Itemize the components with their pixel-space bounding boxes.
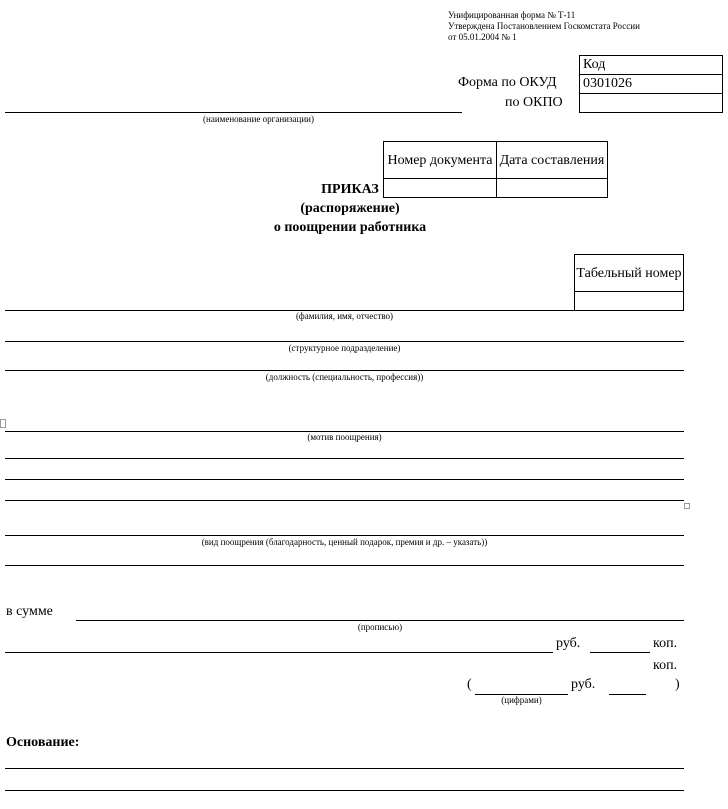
sum-words-line-2[interactable] — [5, 652, 553, 653]
selection-handle-right — [684, 503, 690, 509]
document-title — [230, 180, 470, 237]
okpo-code[interactable] — [580, 94, 723, 113]
org-line[interactable] — [5, 112, 462, 113]
selection-handle-left — [0, 419, 6, 428]
kop-words-line[interactable] — [590, 652, 650, 653]
okud-label: Форма по ОКУД — [458, 75, 557, 90]
type-line[interactable] — [5, 535, 684, 536]
open-paren: ( — [467, 677, 472, 692]
kod-header: Код — [580, 56, 723, 75]
form-header — [448, 10, 640, 43]
form-line-2: Утверждена Постановлением Госкомстата России — [448, 21, 640, 31]
type-line-2[interactable] — [5, 565, 684, 566]
okud-code[interactable]: 0301026 — [580, 75, 723, 94]
org-caption: (наименование организации) — [203, 114, 314, 124]
form-line-1: Унифицированная форма № Т-11 — [448, 10, 576, 20]
sum-words-line[interactable] — [76, 620, 684, 621]
doc-number-header: Номер документа — [384, 142, 497, 179]
digits-caption: (цифрами) — [501, 695, 542, 705]
fio-caption: (фамилия, имя, отчество) — [295, 311, 394, 321]
kop-label-2: коп. — [653, 658, 678, 673]
title-line-3: о поощрении работника — [273, 220, 427, 235]
doc-date-cell[interactable] — [497, 179, 608, 198]
title-line-1: ПРИКАЗ — [321, 182, 379, 197]
title-line-2: (распоряжение) — [300, 201, 400, 216]
doc-date-header: Дата составления — [497, 142, 608, 179]
words-caption: (прописью) — [357, 622, 403, 632]
kop-label-1: коп. — [653, 636, 678, 651]
basis-line-1[interactable] — [5, 768, 684, 769]
motive-caption: (мотив поощрения) — [307, 432, 382, 442]
form-line-3: от 05.01.2004 № 1 — [448, 32, 517, 42]
close-paren: ) — [675, 677, 680, 692]
basis-label: Основание: — [6, 735, 80, 750]
motive-line-3[interactable] — [5, 479, 684, 480]
tab-number-header: Табельный номер — [575, 255, 684, 292]
codes-table — [579, 55, 723, 113]
basis-line-2[interactable] — [5, 790, 684, 791]
rub-label-2: руб. — [571, 677, 596, 692]
tab-number-table — [574, 254, 684, 311]
kop-digits-line[interactable] — [609, 694, 646, 695]
rub-label-1: руб. — [556, 636, 581, 651]
motive-line-4[interactable] — [5, 500, 684, 501]
tab-number-cell[interactable] — [575, 292, 684, 311]
type-caption: (вид поощрения (благодарность, ценный подарок, премия и др. – указать)) — [201, 537, 488, 547]
position-line[interactable] — [5, 370, 684, 371]
sum-label: в сумме — [6, 604, 53, 619]
motive-line-2[interactable] — [5, 458, 684, 459]
position-caption: (должность (специальность, профессия)) — [265, 372, 424, 382]
dept-caption: (структурное подразделение) — [288, 343, 401, 353]
okpo-label: по ОКПО — [505, 95, 563, 110]
dept-line[interactable] — [5, 341, 684, 342]
